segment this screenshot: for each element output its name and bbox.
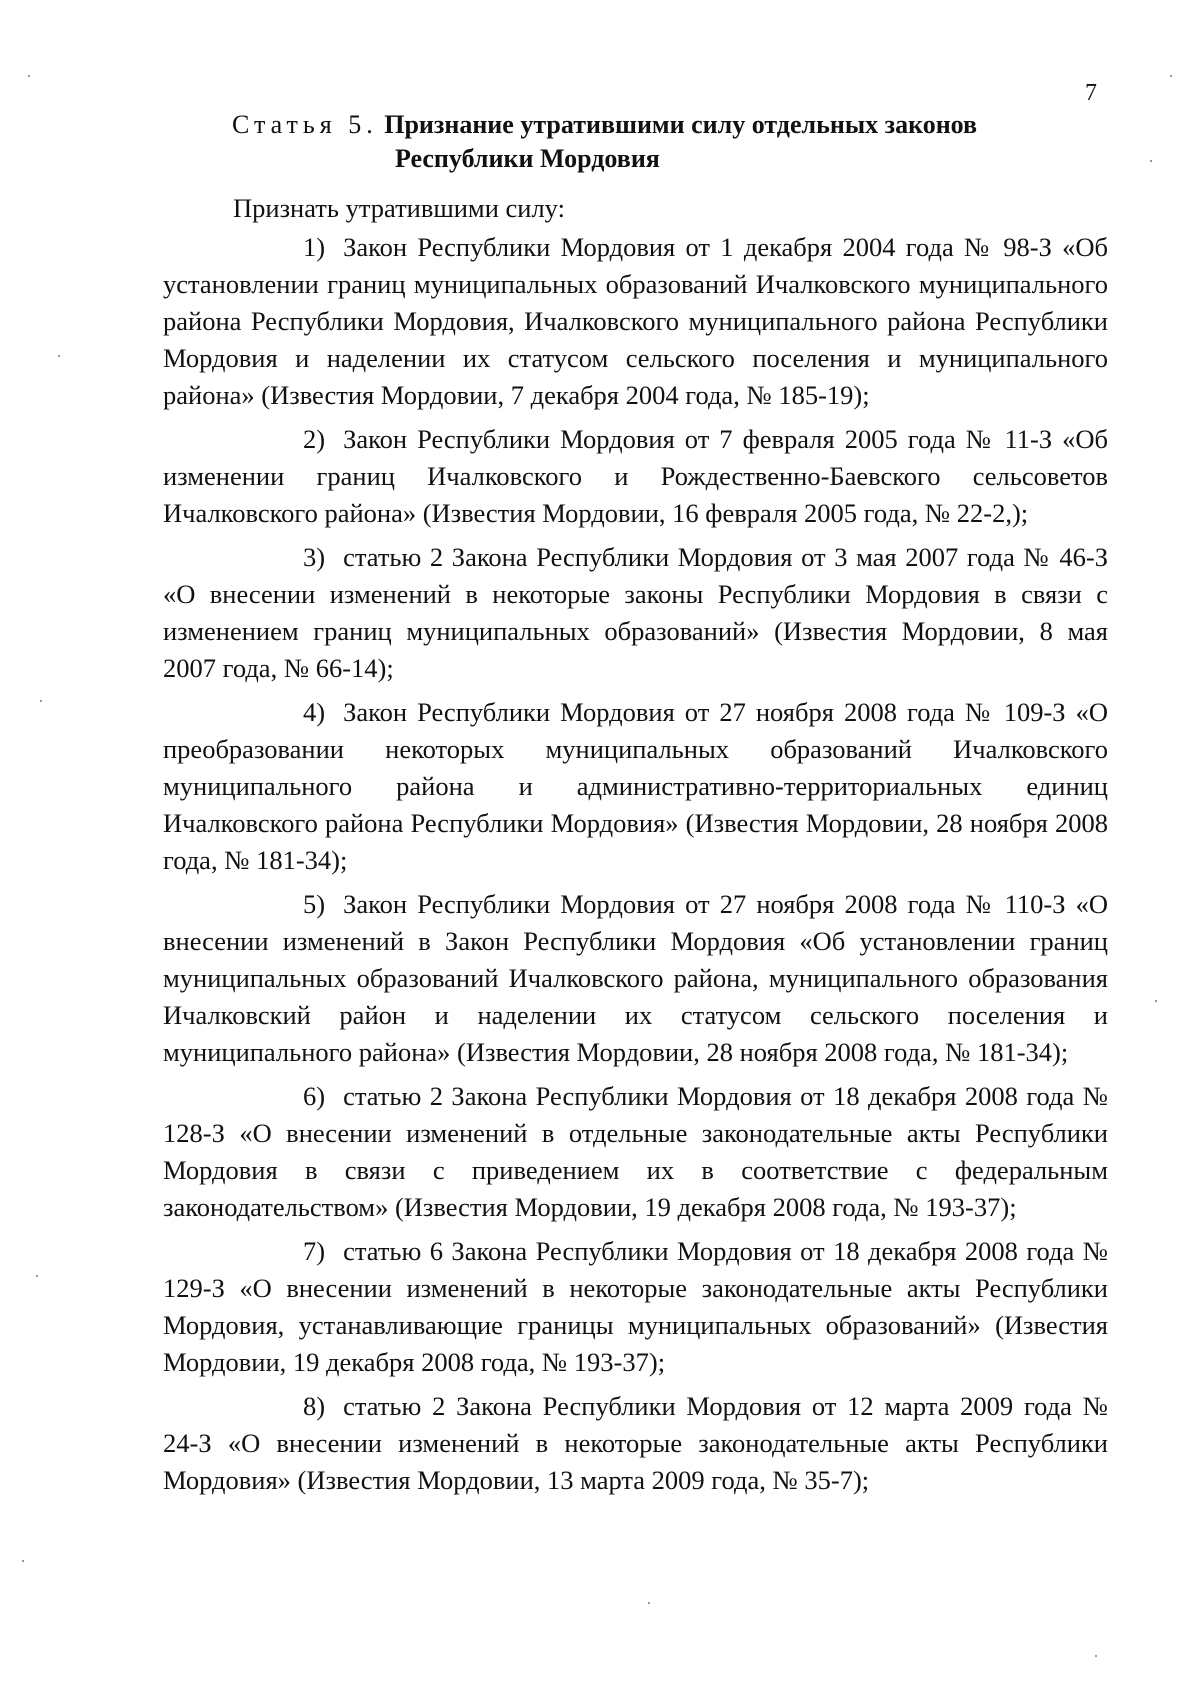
article-body	[163, 190, 1108, 1506]
item-text: статью 6 Закона Республики Мордовия от 18 декабря 2008 года № 129-З «О внесении изменений в некоторые законодательные акты Республики Мордовия, устанавливающие границы муниципальных образований» (Известия Мордовии, 19 декабря 2008 года, № 193-37);	[163, 1236, 1108, 1377]
item-text: статью 2 Закона Республики Мордовия от 18 декабря 2008 года № 128-З «О внесении изменений в отдельные законодательные акты Республики Мордовия в связи с приведением их в соответствие с федеральным законодательством» (Известия Мордовии, 19 декабря 2008 года, № 193-37);	[163, 1081, 1108, 1222]
item-number: 7)	[303, 1236, 326, 1266]
scan-speck	[1095, 1655, 1097, 1657]
item-text: Закон Республики Мордовия от 7 февраля 2005 года № 11-З «Об изменении границ Ичалковского и Рождественно-Баевского сельсоветов Ичалковского района» (Известия Мордовии, 16 февраля 2005 года, № 22-2,);	[163, 424, 1108, 528]
item-text: Закон Республики Мордовия от 1 декабря 2004 года № 98-З «Об установлении границ муниципальных образований Ичалковского муниципального района Республики Мордовия, Ичалковского муниципального района Республики Мордовия и наделении их статусом сельского поселения и муниципального района» (Известия Мордовии, 7 декабря 2004 года, № 185-19);	[163, 232, 1108, 410]
list-item	[163, 886, 1108, 1071]
item-text: Закон Республики Мордовия от 27 ноября 2008 года № 110-З «О внесении изменений в Закон Республики Мордовия «Об установлении границ муниципальных образований Ичалковского района, муниципального образования Ичалковский район и наделении их статусом сельского поселения и муниципального района» (Известия Мордовии, 28 ноября 2008 года, № 181-34);	[163, 889, 1108, 1067]
scan-speck	[22, 1560, 24, 1562]
item-text: Закон Республики Мордовия от 27 ноября 2008 года № 109-З «О преобразовании некоторых муниципальных образований Ичалковского муниципального района и административно-территориальных единиц Ичалковского района Республики Мордовия» (Известия Мордовии, 28 ноября 2008 года, № 181-34);	[163, 697, 1108, 875]
item-number: 1)	[303, 232, 326, 262]
list-item	[163, 1233, 1108, 1381]
article-heading	[232, 108, 1112, 176]
item-number: 2)	[303, 424, 326, 454]
list-item	[163, 229, 1108, 414]
scan-speck	[28, 75, 30, 77]
article-title-line1: Признание утратившими силу отдельных законов	[384, 110, 978, 139]
scan-speck	[1170, 75, 1172, 77]
article-title-line2: Республики Мордовия	[395, 144, 660, 173]
page-number: 7	[1085, 80, 1097, 106]
article-label: Статья 5.	[232, 110, 378, 139]
item-number: 3)	[303, 542, 326, 572]
scan-speck	[1150, 160, 1152, 162]
scan-speck	[36, 1275, 38, 1277]
scan-speck	[58, 355, 60, 357]
item-text: статью 2 Закона Республики Мордовия от 3 мая 2007 года № 46-З «О внесении изменений в некоторые законы Республики Мордовия в связи с изменением границ муниципальных образований» (Известия Мордовии, 8 мая 2007 года, № 66-14);	[163, 542, 1108, 683]
item-number: 6)	[303, 1081, 326, 1111]
item-number: 4)	[303, 697, 326, 727]
scan-speck	[648, 1602, 650, 1604]
list-item	[163, 694, 1108, 879]
item-text: статью 2 Закона Республики Мордовия от 12 марта 2009 года № 24-З «О внесении изменений в некоторые законодательные акты Республики Мордовия» (Известия Мордовии, 13 марта 2009 года, № 35-7);	[163, 1391, 1108, 1495]
list-item	[163, 1388, 1108, 1499]
intro-paragraph: Признать утратившими силу:	[233, 193, 565, 223]
list-item	[163, 421, 1108, 532]
item-number: 5)	[303, 889, 326, 919]
list-item	[163, 1078, 1108, 1226]
scan-speck	[1155, 1000, 1157, 1002]
list-item	[163, 539, 1108, 687]
item-number: 8)	[303, 1391, 326, 1421]
scan-speck	[40, 700, 42, 702]
